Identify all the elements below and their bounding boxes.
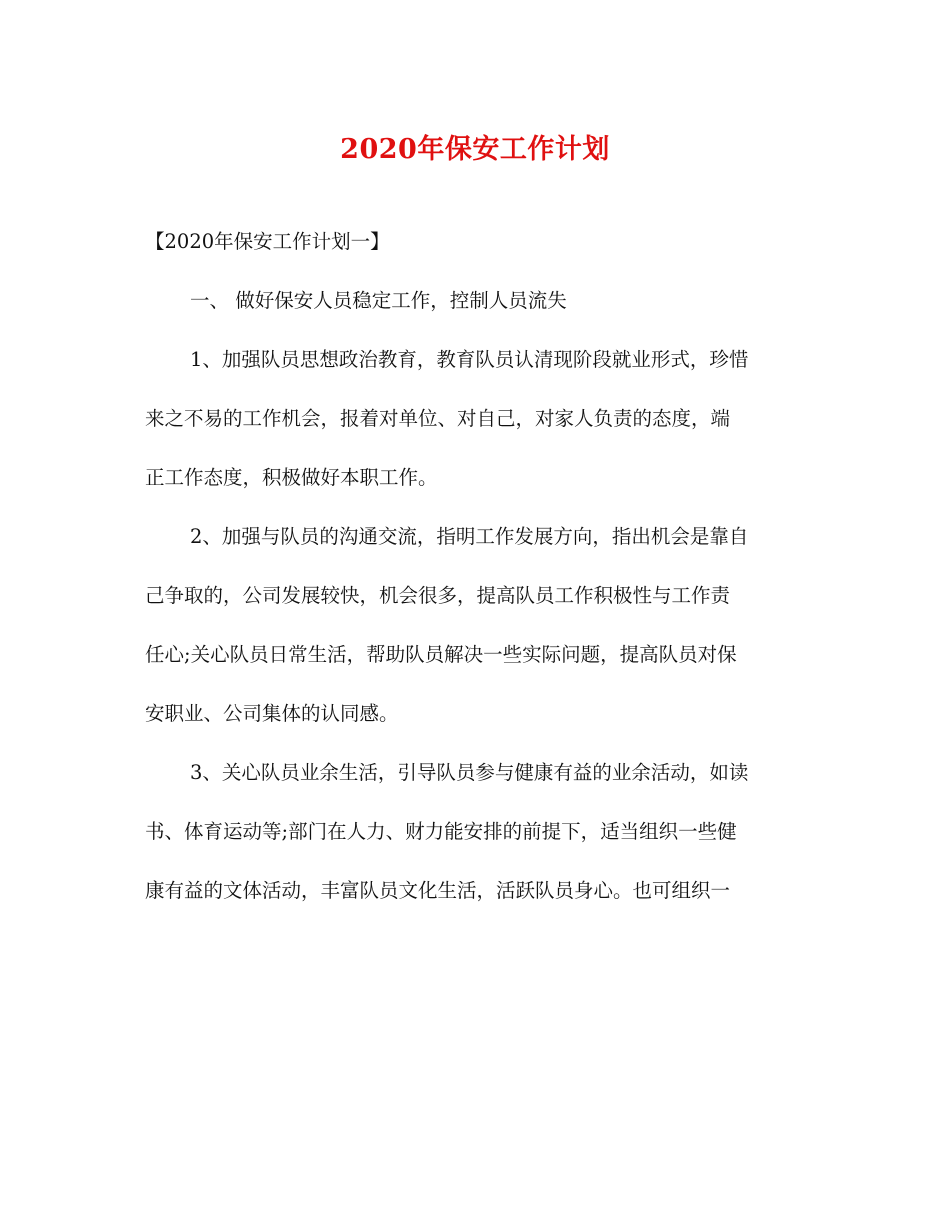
paragraph-line: 书、体育运动等;部门在人力、财力能安排的前提下，适当组织一些健 xyxy=(145,820,737,843)
paragraph-line: 任心;关心队员日常生活，帮助队员解决一些实际问题，提高队员对保 xyxy=(145,643,737,666)
paragraph-line: 1、加强队员思想政治教育，教育队员认清现阶段就业形式，珍惜 xyxy=(190,348,749,371)
paragraph-line: 正工作态度，积极做好本职工作。 xyxy=(145,466,438,489)
document-title: 2020年保安工作计划 xyxy=(340,134,610,165)
paragraph-line: 己争取的，公司发展较快，机会很多，提高队员工作积极性与工作责 xyxy=(145,584,731,607)
document-body xyxy=(145,212,805,920)
subheading-1: 一、 做好保安人员稳定工作，控制人员流失 xyxy=(190,289,567,312)
paragraph-line: 2、加强与队员的沟通交流，指明工作发展方向，指出机会是靠自 xyxy=(190,525,749,548)
paragraph-line: 安职业、公司集体的认同感。 xyxy=(145,702,399,725)
paragraph-line: 3、关心队员业余生活，引导队员参与健康有益的业余活动，如读 xyxy=(190,761,749,784)
paragraph-line: 来之不易的工作机会，报着对单位、对自己，对家人负责的态度，端 xyxy=(145,407,731,430)
paragraph-line: 康有益的文体活动，丰富队员文化生活，活跃队员身心。也可组织一 xyxy=(145,879,731,902)
section-heading: 【2020年保安工作计划一】 xyxy=(145,230,390,253)
